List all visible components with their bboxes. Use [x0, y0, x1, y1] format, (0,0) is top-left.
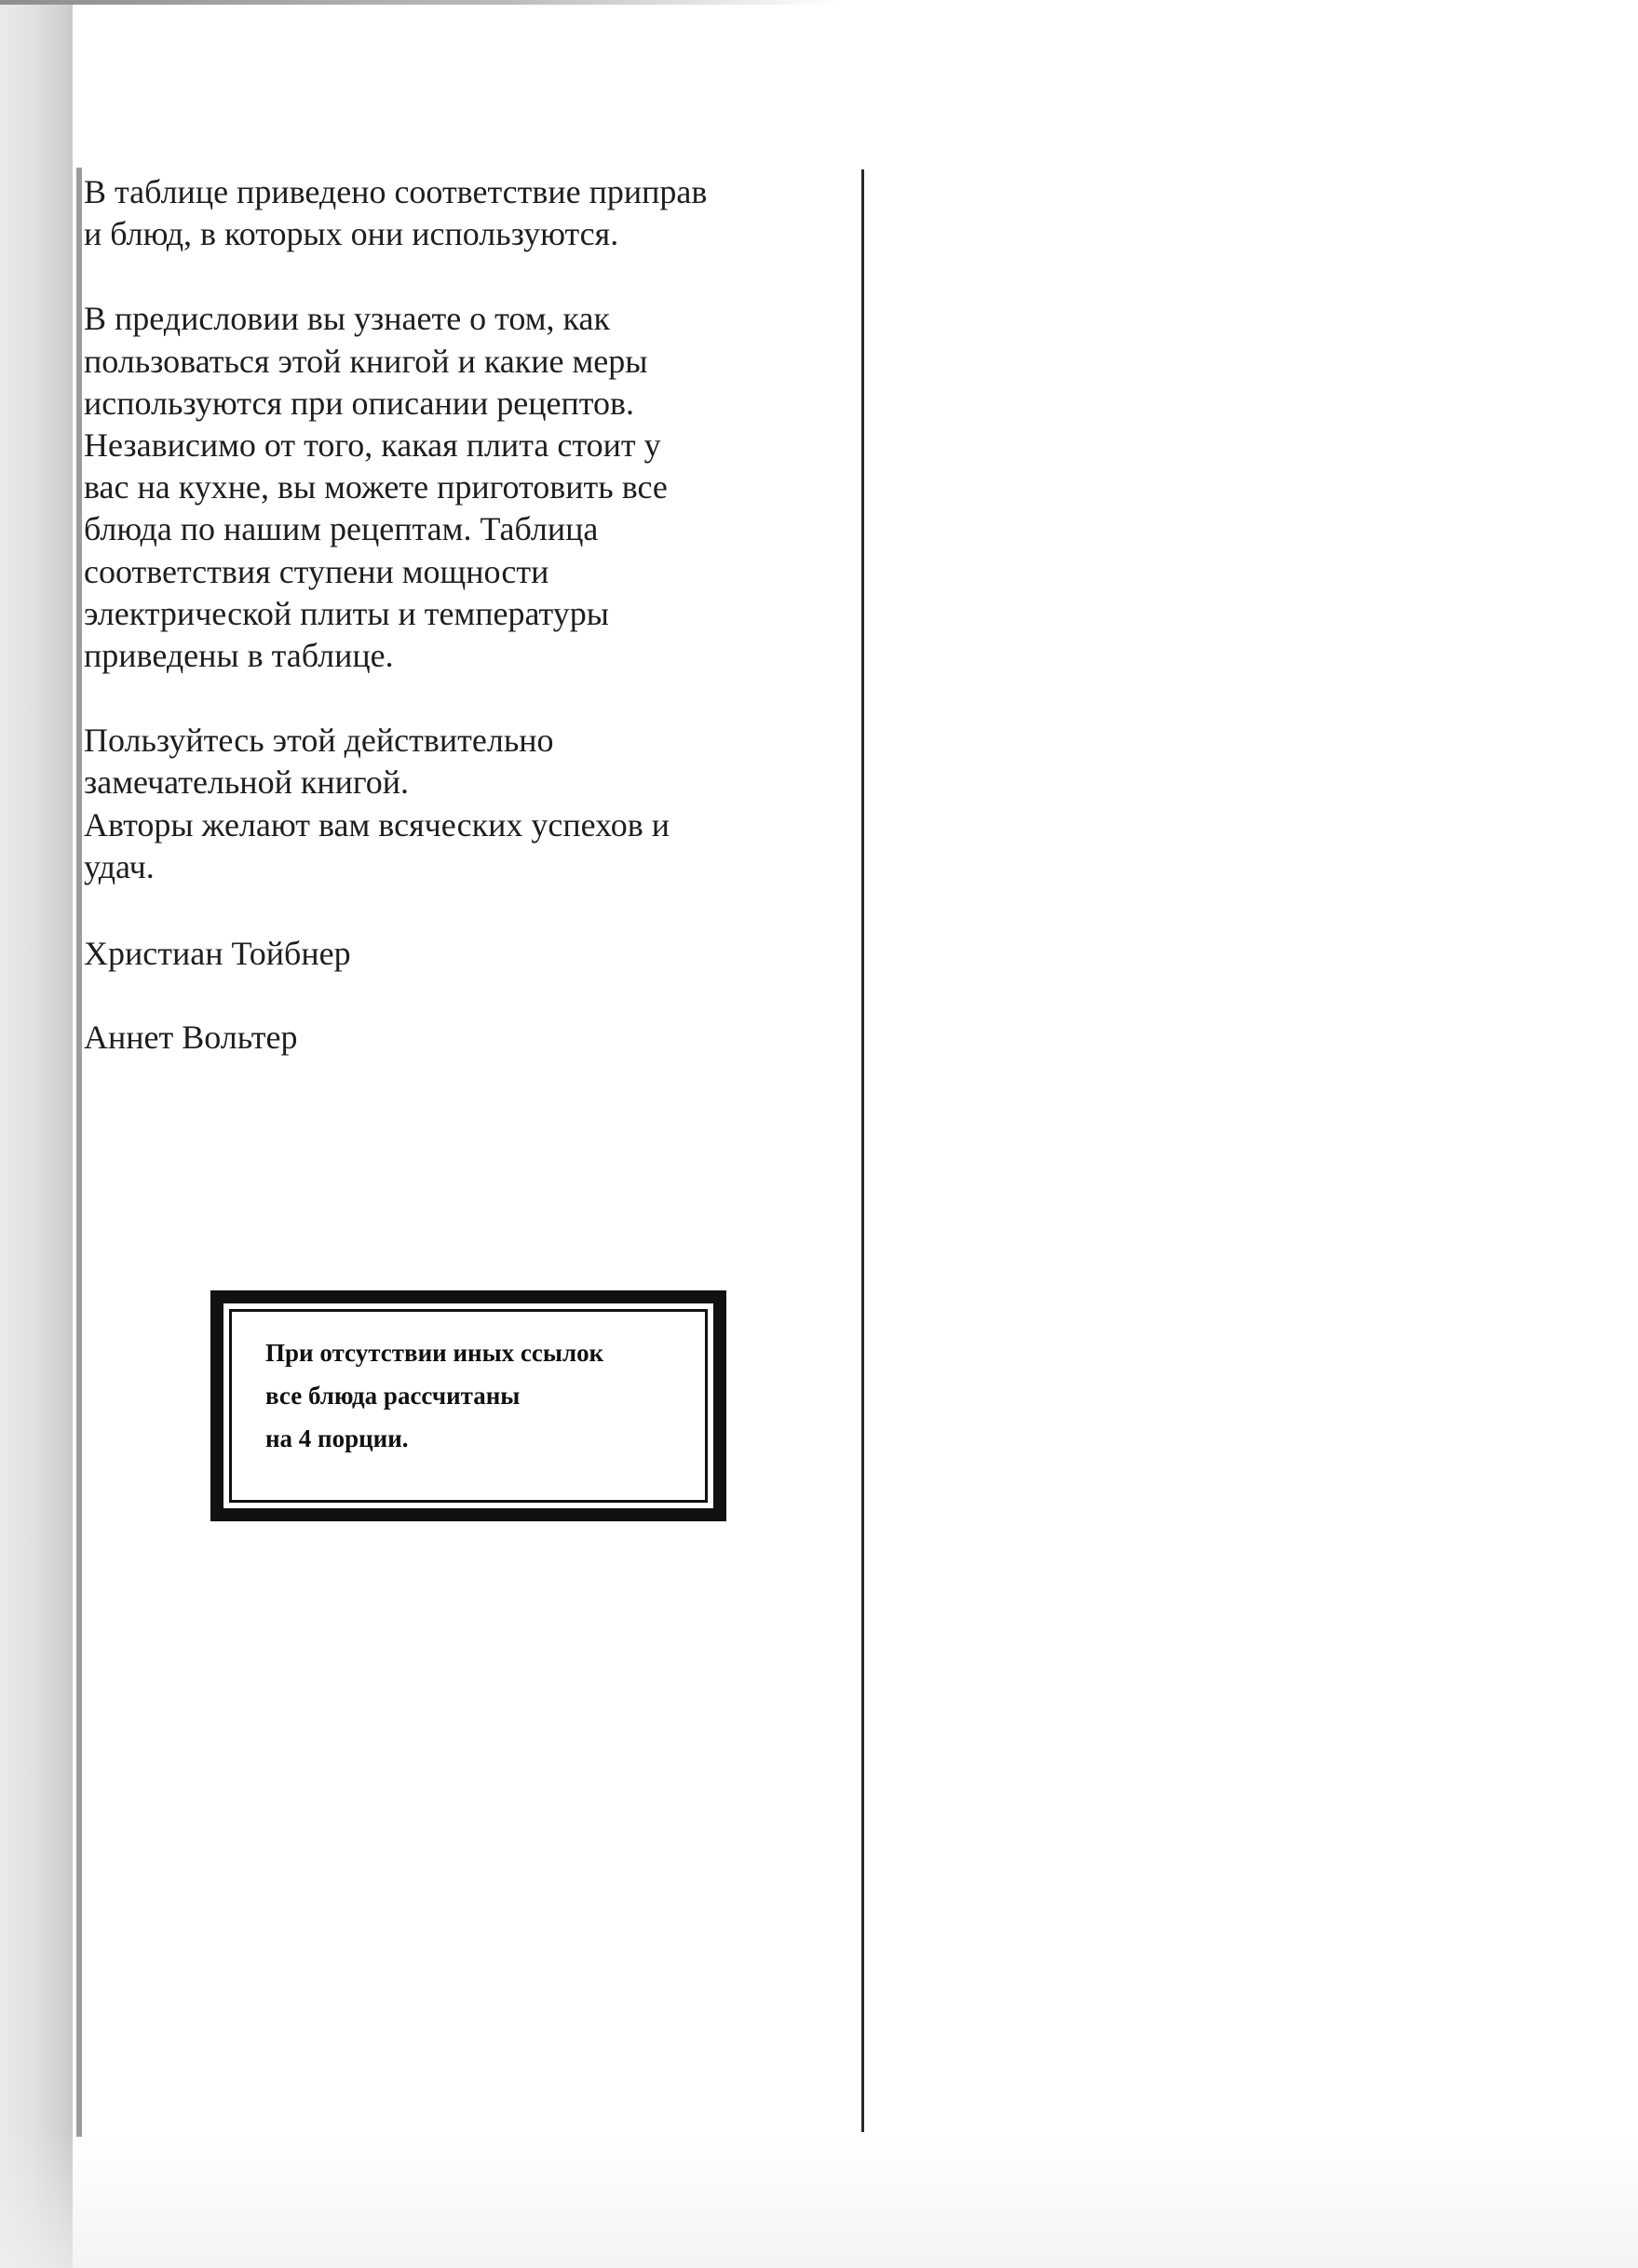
servings-notice-text: При отсутствии иных ссылок все блюда рассчитаны на 4 порции.	[265, 1339, 604, 1452]
page-bottom-shadow	[0, 2132, 1638, 2268]
paragraph-closing-wishes: Пользуйтесь этой действительно замечательной книгой. Авторы желают вам всяческих успехов и удач.	[84, 722, 670, 885]
text-column	[84, 171, 847, 1100]
paragraph-spices-table: В таблице приведено соответствие приправ и блюд, в которых они используются.	[84, 173, 708, 253]
paragraph-preface: В предисловии вы узнаете о том, как пользоваться этой книгой и какие меры используются при описании рецептов. Независимо от того, какая плита стоит у вас на кухне, вы можете приготовить все блюда по нашим рецептам. Таблица соответствия ступени мощности электрической плиты и температуры приведены в таблице.	[84, 300, 668, 675]
page-top-edge	[0, 0, 838, 5]
page-binding-shadow	[0, 0, 73, 2268]
author-signature: Аннет Вольтер	[84, 1019, 298, 1057]
binding-rule	[76, 168, 82, 2137]
servings-notice-box	[210, 1290, 726, 1521]
author-signature: Христиан Тойбнер	[84, 935, 351, 973]
column-divider-rule	[861, 169, 864, 2132]
